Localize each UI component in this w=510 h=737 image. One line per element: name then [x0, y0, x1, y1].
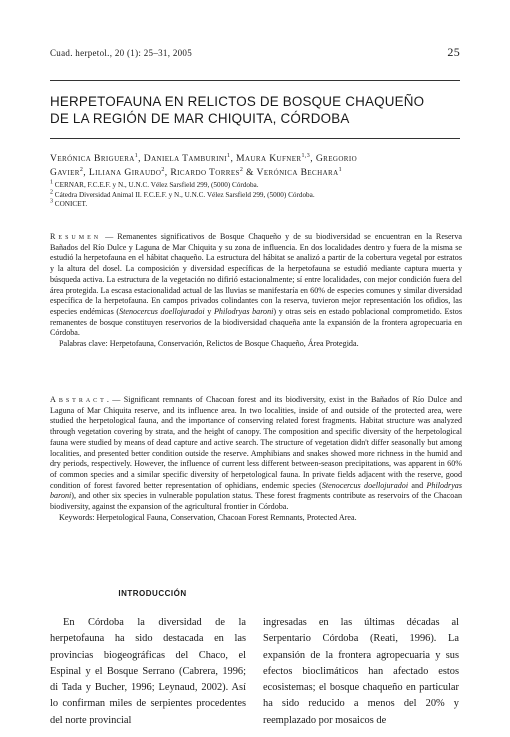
author-name: Ricardo Torres [170, 167, 240, 178]
author-list [50, 152, 462, 180]
species-name: Philodryas baroni [50, 480, 462, 501]
affiliation-item: $^3$ CONICET. [50, 198, 88, 209]
affiliation-item: $^1$ CERNAR, F.C.E.F. y N., U.N.C. Vélez Sarsfield 299, (5000) Córdoba. [50, 179, 259, 189]
resumen-heading: Resumen [50, 232, 102, 241]
abstract-keywords: Keywords: Herpetological Fauna, Conservation, Chacoan Forest Remnants, Protected Area. [59, 512, 357, 522]
author-affil-mark: 1 [134, 152, 139, 159]
abstract-text: . — Significant remnants of Chacoan forest and its biodiversity, exist in the Bañados of Río Dulce and Laguna of Mar Chiquita reserve, and its influence area. In two localities, inside of and outside of the protected area, were studied the herpetological fauna, and the importance of conserving related forest fragments. Habitat structure was analyzed through vegetation covering by strata, and the height of canopy. The composition and specific diversity of the herpetological fauna were studied by means of dead capture and active search. The structure of vegetation didn't differ seasonally but among localities, and presented better condition outside the reserve. Amphibians and snakes showed more richness in the humid and dry periods, respectively. However, the influence of current less different between-season precipitations, was apparent in 60% of common species and a similar specific diversity of herpetological fauna. In private fields adjacent with the reserve, good condition of forest favored better representation of ophidians, endemic species ( [50, 395, 462, 490]
species-name: Philodryas baroni [213, 306, 274, 316]
author-name: Verónica Briguera [50, 153, 135, 164]
abstract-heading: Abstract [50, 395, 107, 404]
abstract-section: Abstract. — Significant remnants of Chacoan forest and its biodiversity, exist in the Bañados of Río Dulce and Laguna of Mar Chiquita reserve, and its influence area. In two localities, inside of and outside of the protected area, were studied the herpetological fauna, and the importance of conserving related forest fragments. Habitat structure was analyzed through vegetation covering by strata, and the height of canopy. The composition and specific diversity of the herpetological fauna were studied by means of dead capture and active search. The structure of vegetation didn't differ seasonally but among localities, and presented better condition outside the reserve. Amphibians and snakes showed more richness in the humid and dry periods, respectively. However, the influence of current less different between-season precipitations, was apparent in 60% of common species and a similar specific diversity of herpetological fauna. In private fields adjacent with the reserve, good condition of forest favored better representation of ophidians, endemic species (Stenocercus doellojuradoi and Philodryas baroni), and other six species in vulnerable population status. These forest fragments contribute as reservoirs of the Chacoan biodiversity, against the expansion of the agricultural frontier in Córdoba. Keywords: Herpetological Fauna, Conservation, Chacoan Forest Remnants, Protected Area. [50, 395, 462, 522]
author-name: Liliana Giraudo [88, 167, 162, 178]
journal-citation: Cuad. herpetol., 20 (1): 25–31, 2005 [50, 48, 193, 58]
affiliation-item: $^2$ Cátedra Diversidad Animal II. F.C.E.F. y N., U.N.C. Vélez Sarsfield 299, (5000) Córdoba. [50, 189, 315, 199]
section-heading-introduccion: INTRODUCCIÓN [118, 589, 187, 598]
top-divider [50, 80, 460, 81]
author-name: Daniela Tamburini [143, 153, 228, 164]
author-affil-mark: 2 [79, 166, 84, 173]
title-line-1: HERPETOFAUNA EN RELICTOS DE BOSQUE CHAQUEÑO [50, 94, 425, 109]
running-header [50, 45, 460, 60]
author-affil-mark: 1 [338, 166, 342, 173]
resumen-section: Resumen — Remanentes significativos de Bosque Chaqueño y de su biodiversidad se encuentran en la Reserva Bañados del Río Dulce y Laguna de Mar Chiquita y su zona de influencia. En dos localidades dentro y fuera de la misma se estudió la herpetofauna en el hábitat chaqueño. La estructura del hábitat se analizó a partir de la cobertura vegetal por estratos y la altura del dosel. La composición y diversidad específicas de la herpetofauna se estudió mediante captura muerta y búsqueda activa. La estructura de la vegetación no difirió estacionalmente; sí entre localidades, con mejor condición fuera del área protegida. La escasa estacionalidad actual de las lluvias se manifestaría en 60% de especies comunes y similar diversidad específica de la herpetofauna. En campos privados colindantes con la reserva, tuvieron mejor representación los ofidios, las especies endémicas (Stenocercus doellojuradoi y Philodryas baroni) y otras seis en estado poblacional comprometido. Estos remanentes de bosque constituyen reservorios de la biodiversidad chaqueña ante la expansión de la frontera agropecuaria en Córdoba. Palabras clave: Herpetofauna, Conservación, Relictos de Bosque Chaqueño, Área Protegida. [50, 232, 462, 349]
author-affil-mark: 2 [161, 166, 165, 173]
intro-left-column: En Córdoba la diversidad de la herpetofauna ha sido destacada en las provincias biogeográficas del Chaco, el Espinal y el Bosque Serrano (Cabrera, 1996; di Tada y Bucher, 1996; Leynaud, 2002). Así lo confirman miles de serpientes procedentes del norte provincial [50, 617, 246, 726]
author-affil-mark: 1,3 [301, 152, 311, 159]
resumen-text: — Remanentes significativos de Bosque Chaqueño y de su biodiversidad se encuentran en la Reserva Bañados del Río Dulce y Laguna de Mar Chiquita y su zona de influencia. En dos localidades dentro y fuera de la misma se estudió la herpetofauna en el hábitat chaqueño. La estructura del hábitat se analizó a partir de la cobertura vegetal por estratos y la altura del dosel. La composición y diversidad específicas de la herpetofauna se estudió mediante captura muerta y búsqueda activa. La estructura de la vegetación no difirió estacionalmente; sí entre localidades, con mejor condición fuera del área protegida. La escasa estacionalidad actual de las lluvias se manifestaría en 60% de especies comunes y similar diversidad específica de la herpetofauna. En campos privados colindantes con la reserva, tuvieron mejor representación los ofidios, las especies endémicas ( [50, 232, 462, 316]
species-name: Stenocercus doellojuradoi [119, 306, 205, 316]
page-number: 25 [447, 45, 460, 59]
affiliations [50, 181, 462, 210]
author-line-1: Verónica Briguera$^1$, Daniela Tamburini$^1$, Maura Kufner$^{1,3}$, Gregorio [50, 152, 358, 164]
author-name: Gavier [50, 167, 80, 178]
author-affil-mark: 1 [227, 152, 231, 159]
article-title [50, 93, 470, 127]
title-line-2: DE LA REGIÓN DE MAR CHIQUITA, CÓRDOBA [50, 111, 350, 126]
resumen-keywords: Palabras clave: Herpetofauna, Conservación, Relictos de Bosque Chaqueño, Área Protegida. [59, 339, 359, 349]
intro-right-column: ingresadas en las últimas décadas al Serpentario Córdoba (Reati, 1996). La expansión de la frontera agropecuaria y sus efectos bioclimáticos han afectado estos ecosistemas; el bosque chaqueño en particular ha sido reducido a menos del 20% y reemplazado por mosaicos de [263, 617, 459, 726]
author-name: Gregorio [315, 153, 358, 164]
author-name: Maura Kufner [236, 153, 302, 164]
species-name: Stenocercus doellojuradoi [321, 480, 409, 490]
author-affil-mark: 2 [239, 166, 244, 173]
author-line-2: Gavier$^2$, Liliana Giraudo$^2$, Ricardo Torres$^2$ & Verónica Bechara$^1$ [50, 166, 342, 178]
author-name: Verónica Bechara [256, 167, 339, 178]
title-divider [50, 138, 460, 139]
